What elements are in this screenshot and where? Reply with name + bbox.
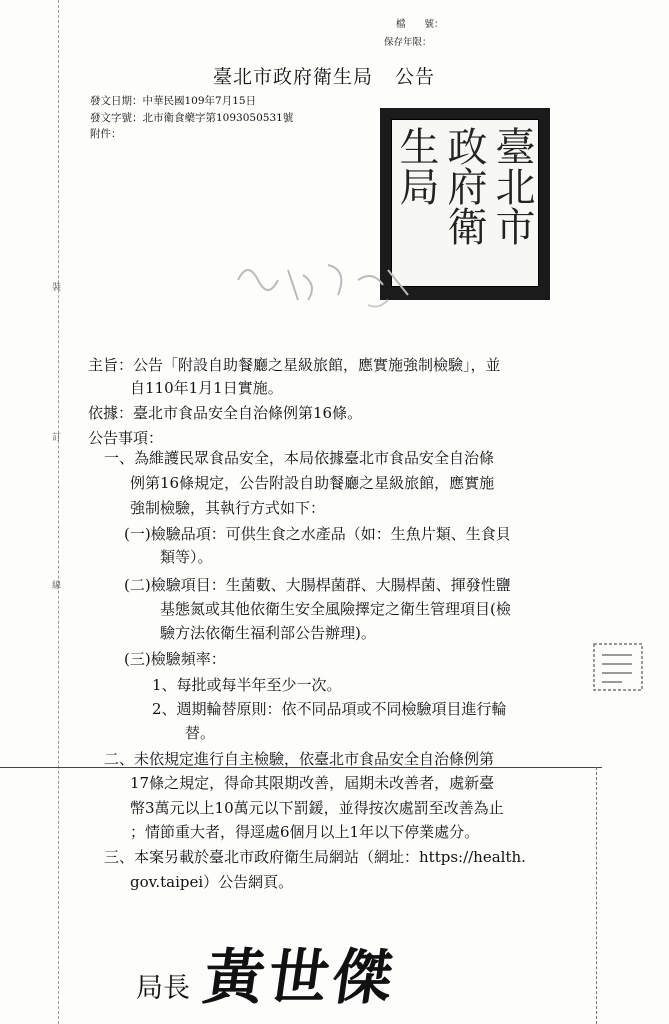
- agency-name: 臺北市政府衛生局: [213, 66, 374, 88]
- item2-line-1: 二、未依規定進行自主檢驗，依臺北市食品安全自治條例第: [104, 750, 495, 768]
- basis-line: 依據：臺北市食品安全自治條例第16條。: [88, 404, 363, 422]
- binding-char-1: 裝: [52, 283, 62, 293]
- binding-char-2: 訂: [52, 433, 62, 443]
- seal-text-right: 臺北市: [489, 126, 535, 246]
- binding-char-3: 線: [52, 581, 62, 591]
- sub2-line-3: 驗方法依衛生福利部公告辦理)。: [160, 624, 376, 642]
- subject-line-2: 自110年1月1日實施。: [130, 379, 283, 397]
- reference-number: 發文字號：北市衛食藥字第1093050531號: [90, 112, 294, 124]
- item3-line-2: gov.taipei）公告網頁。: [130, 873, 294, 891]
- sub1-line-2: 類等）。: [160, 548, 213, 566]
- sub2-line-1: (二)檢驗項目：生菌數、大腸桿菌群、大腸桿菌、揮發性鹽: [124, 576, 511, 594]
- issue-date: 發文日期：中華民國109年7月15日: [90, 95, 257, 107]
- item1-line-3: 強制檢驗，其執行方式如下：: [130, 499, 326, 517]
- scan-fold-line: [0, 767, 602, 768]
- subject-line-1: 主旨：公告「附設自助餐廳之星級旅館，應實施強制檢驗」，並: [88, 356, 501, 374]
- frequency-1: 1、每批或每半年至少一次。: [152, 676, 342, 694]
- item2-line-4: ；情節重大者，得逕處6個月以上1年以下停業處分。: [130, 823, 480, 841]
- retention-period-label: 保存年限：: [384, 37, 432, 48]
- item1-line-1: 一、為維護民眾食品安全，本局依據臺北市食品安全自治條: [104, 449, 495, 467]
- file-number-label: 檔 號：: [396, 19, 444, 30]
- seal-text-middle: 政府衛: [441, 126, 487, 246]
- sub1-line-1: (一)檢驗品項：可供生食之水產品（如：生魚片類、生食貝: [124, 525, 511, 543]
- frequency-2-line-1: 2、週期輪替原則：依不同品項或不同檢驗項目進行輪: [152, 700, 507, 718]
- items-heading: 公告事項：: [88, 429, 164, 447]
- page-stamp: [590, 640, 646, 694]
- sub2-line-2: 基態氮或其他依衛生安全風險擇定之衛生管理項目(檢: [160, 600, 511, 618]
- document-header: [213, 62, 435, 89]
- faint-signature-marks: [228, 250, 428, 330]
- item2-line-2: 17條之規定，得命其限期改善，屆期未改善者，處新臺: [130, 774, 495, 792]
- director-title: 局長: [136, 973, 190, 1004]
- binding-line: [58, 0, 59, 1024]
- item3-line-1: 三、本案另載於臺北市政府衛生局網站（網址：https://health.: [104, 848, 526, 866]
- scan-edge-line: [596, 767, 597, 1024]
- sub3-line: (三)檢驗頻率：: [124, 650, 226, 668]
- attachment-label: 附件：: [90, 128, 122, 140]
- director-signature: 黃世傑: [199, 943, 402, 1013]
- frequency-2-line-2: 替。: [185, 724, 216, 742]
- document-type: 公告: [395, 66, 436, 88]
- item1-line-2: 例第16條規定，公告附設自助餐廳之星級旅館，應實施: [130, 474, 495, 492]
- seal-text-left: 生局: [393, 126, 439, 206]
- item2-line-3: 幣3萬元以上10萬元以下罰鍰，並得按次處罰至改善為止: [130, 799, 504, 817]
